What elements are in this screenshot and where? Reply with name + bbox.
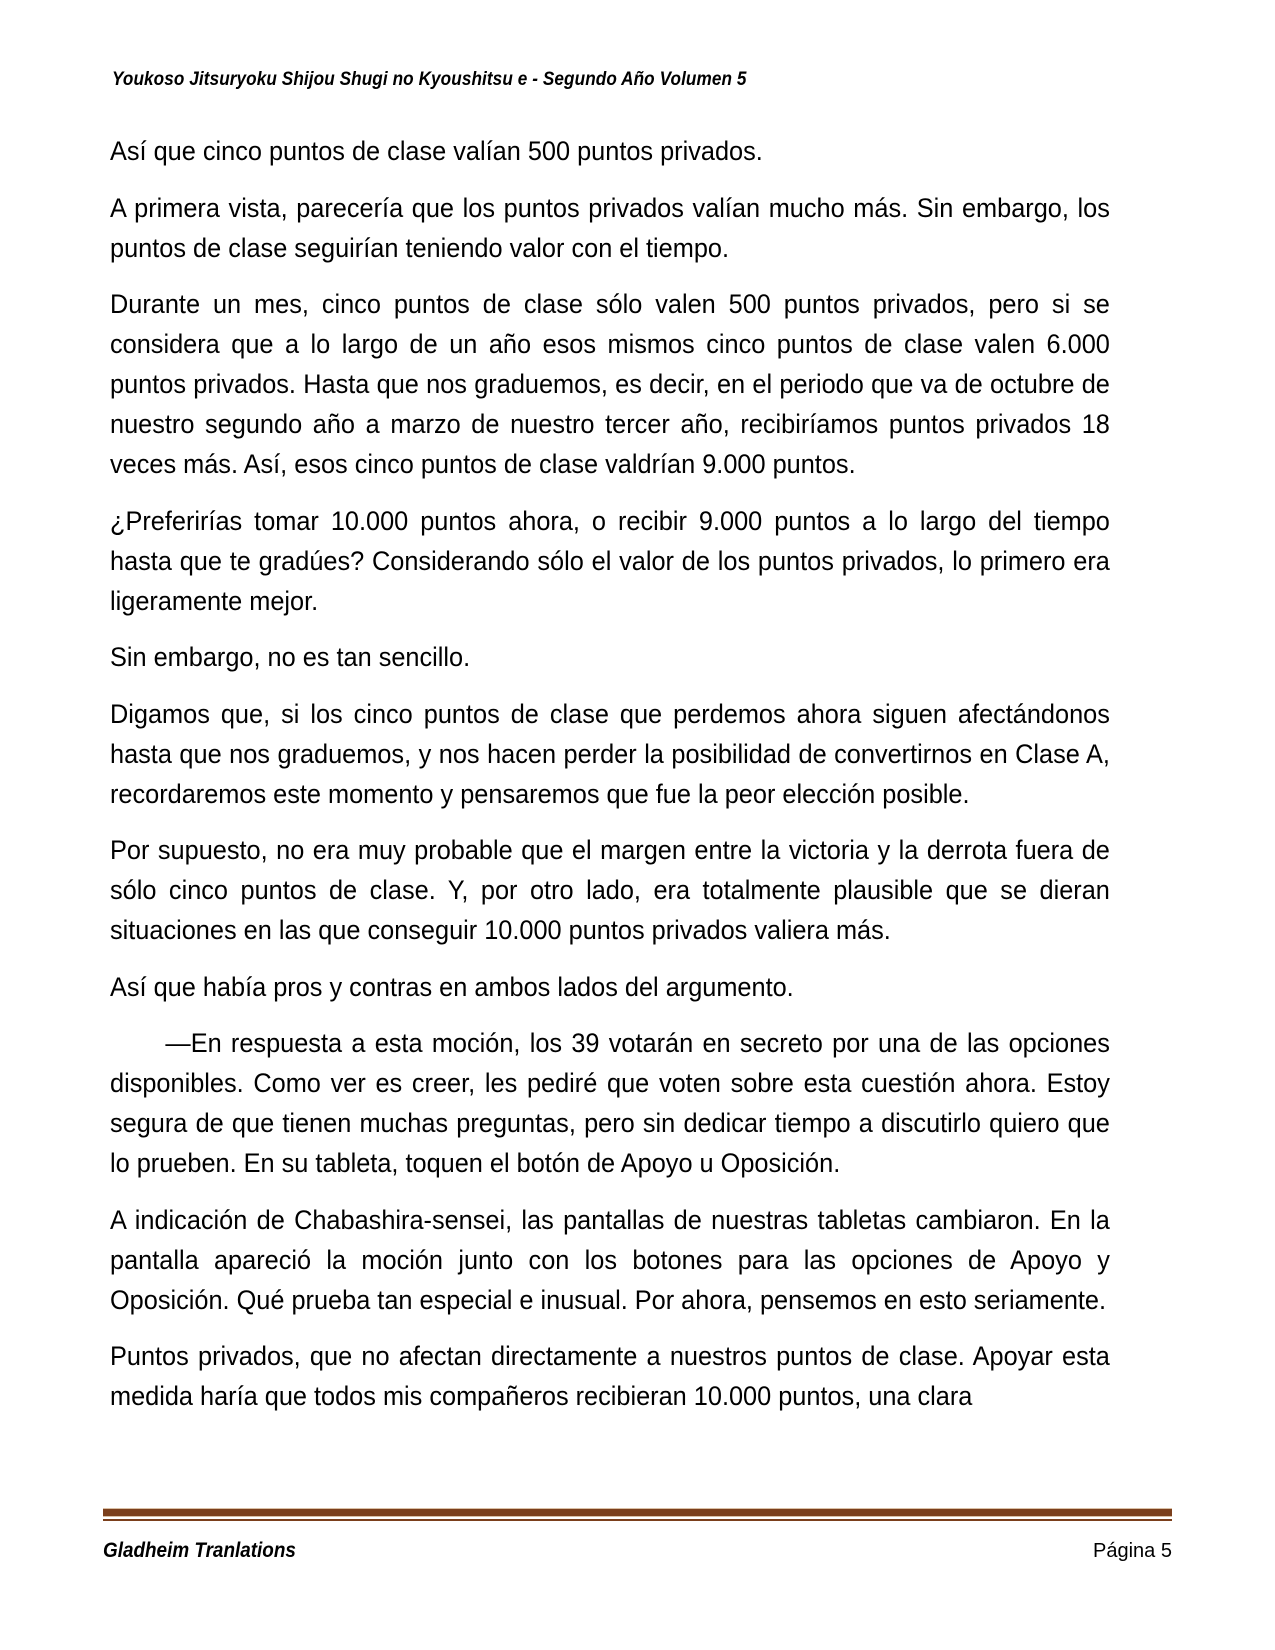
- footer-page-number: Página 5: [1093, 1539, 1172, 1562]
- paragraph: Puntos privados, que no afectan directamente a nuestros puntos de clase. Apoyar esta medida haría que todos mis compañeros recibieran 10.000 puntos, una clara: [110, 1341, 1110, 1411]
- footer-divider: [103, 1508, 1172, 1521]
- paragraph: A primera vista, parecería que los puntos privados valían mucho más. Sin embargo, los puntos de clase seguirían teniendo valor con el tiempo.: [110, 192, 1110, 263]
- paragraph: Digamos que, si los cinco puntos de clase que perdemos ahora siguen afectándonos hasta que nos graduemos, y nos hacen perder la posibilidad de convertirnos en Clase A, recordaremos este momento y pensaremos que fue la peor elección posible.: [110, 698, 1110, 809]
- paragraph: Así que había pros y contras en ambos lados del argumento.: [110, 971, 794, 1002]
- paragraph: Así que cinco puntos de clase valían 500 puntos privados.: [110, 136, 763, 166]
- page-header-title: Youkoso Jitsuryoku Shijou Shugi no Kyoushitsu e - Segundo Año Volumen 5: [112, 68, 747, 90]
- footer-translator-credit: Gladheim Tranlations: [103, 1539, 296, 1562]
- footer-divider-hairline: [103, 1519, 1172, 1521]
- paragraph: Por supuesto, no era muy probable que el margen entre la victoria y la derrota fuera de sólo cinco puntos de clase. Y, por otro lado, era totalmente plausible que se dieran situaciones en las que conseguir 10.000 puntos privados valiera más.: [110, 835, 1110, 945]
- paragraph-dialogue: —En respuesta a esta moción, los 39 votarán en secreto por una de las opciones disponibles. Como ver es creer, les pediré que voten sobre esta cuestión ahora. Estoy segura de que tienen muchas preguntas, pero sin dedicar tiempo a discutirlo quiero que lo prueben. En su tableta, toquen el botón de Apoyo u Oposición.: [110, 1028, 1110, 1178]
- paragraph: ¿Preferirías tomar 10.000 puntos ahora, o recibir 9.000 puntos a lo largo del tiempo hasta que te gradúes? Considerando sólo el valor de los puntos privados, lo primero era ligeramente mejor.: [110, 505, 1110, 616]
- paragraph: A indicación de Chabashira-sensei, las pantallas de nuestras tabletas cambiaron. En la pantalla apareció la moción junto con los botones para las opciones de Apoyo y Oposición. Qué prueba tan especial e inusual. Por ahora, pensemos en esto seriamente.: [110, 1204, 1110, 1315]
- document-body: [110, 131, 1110, 1416]
- page-footer: [103, 1531, 1172, 1571]
- paragraph: Sin embargo, no es tan sencillo.: [110, 642, 471, 672]
- footer-divider-bar: [103, 1508, 1172, 1517]
- paragraph: Durante un mes, cinco puntos de clase sólo valen 500 puntos privados, pero si se considera que a lo largo de un año esos mismos cinco puntos de clase valen 6.000 puntos privados. Hasta que nos graduemos, es decir, en el periodo que va de octubre de nuestro segundo año a marzo de nuestro tercer año, recibiríamos puntos privados 18 veces más. Así, esos cinco puntos de clase valdrían 9.000 puntos.: [110, 289, 1110, 479]
